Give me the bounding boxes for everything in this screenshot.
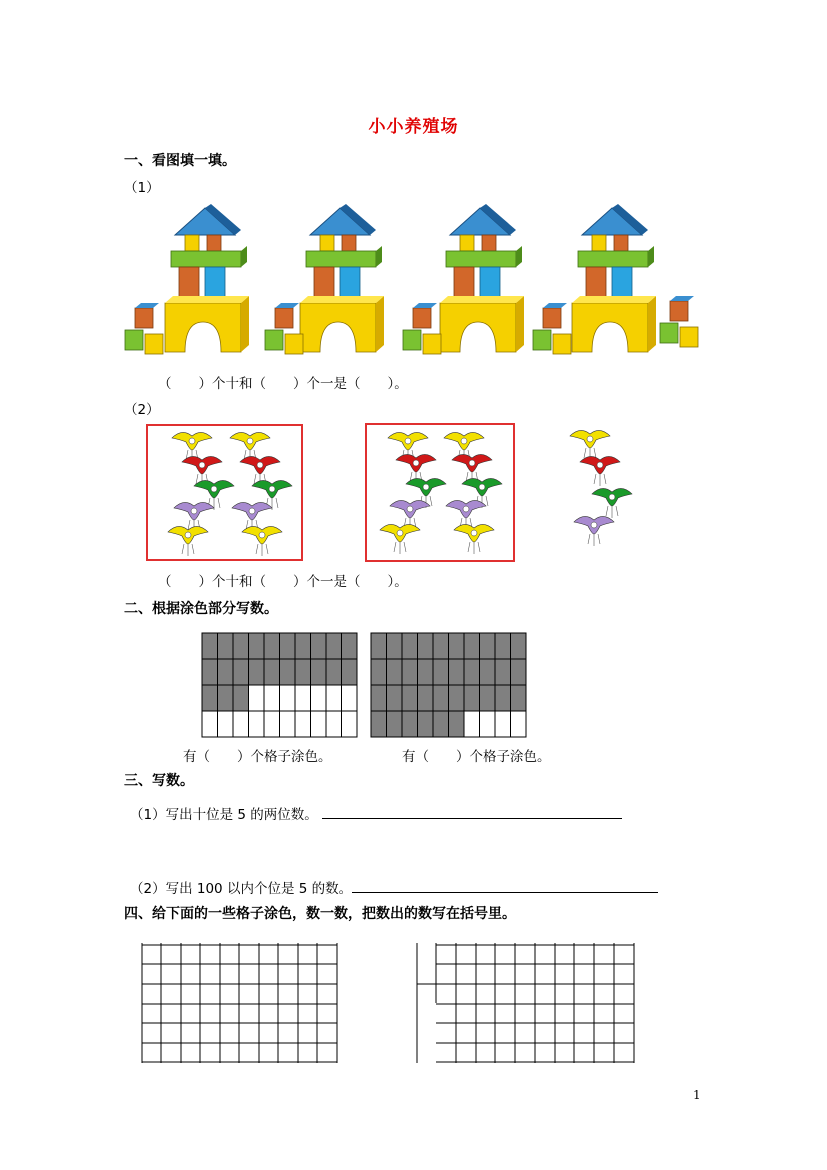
grid-cell <box>218 685 234 711</box>
grid-cell <box>295 711 311 737</box>
page-title: 小小养殖场 <box>368 117 459 137</box>
grid-cell <box>326 633 342 659</box>
grid-cell <box>264 659 280 685</box>
grid-cell <box>202 711 218 737</box>
birds-illustration <box>140 420 640 565</box>
grid-cell <box>495 711 511 737</box>
question-3-2: （2）写出 100 以内个位是 5 的数。 <box>130 881 353 897</box>
grid-cell <box>449 659 465 685</box>
grid-cell <box>280 711 296 737</box>
grid-cell <box>402 711 418 737</box>
section-2-heading: 二、根据涂色部分写数。 <box>124 601 278 617</box>
grid-cell <box>311 659 327 685</box>
grid-cell <box>233 711 249 737</box>
shaded-grid-left <box>202 633 358 737</box>
grid-cell <box>326 685 342 711</box>
grid-cell <box>433 711 449 737</box>
grid-cell <box>495 659 511 685</box>
grid-cell <box>449 711 465 737</box>
grid-cell <box>495 685 511 711</box>
caption-left: 有（ ）个格子涂色。 <box>183 749 332 765</box>
grid-cell <box>295 633 311 659</box>
grid-cell <box>202 659 218 685</box>
grid-cell <box>295 685 311 711</box>
block-castles-illustration <box>120 195 720 360</box>
grid-cell <box>249 685 265 711</box>
grid-cell <box>464 633 480 659</box>
grid-cell <box>218 633 234 659</box>
grid-cell <box>342 659 358 685</box>
grid-cell <box>249 633 265 659</box>
grid-cell <box>218 659 234 685</box>
question-3-1: （1）写出十位是 5 的两位数。 <box>130 807 318 823</box>
grid-cell <box>233 633 249 659</box>
grid-cell <box>449 633 465 659</box>
grid-cell <box>311 685 327 711</box>
grid-cell <box>511 685 527 711</box>
grid-cell <box>264 633 280 659</box>
part-1-label: （1） <box>124 180 160 196</box>
grid-cell <box>342 633 358 659</box>
answer-line-3-1[interactable] <box>322 818 622 819</box>
grid-cell <box>233 659 249 685</box>
grid-cell <box>433 633 449 659</box>
grid-cell <box>371 685 387 711</box>
grid-cell <box>511 633 527 659</box>
grid-cell <box>387 685 403 711</box>
blank-grid-right[interactable] <box>415 943 637 1065</box>
grid-cell <box>449 685 465 711</box>
grid-cell <box>371 659 387 685</box>
grid-cell <box>342 711 358 737</box>
grid-cell <box>418 685 434 711</box>
grid-cell <box>402 633 418 659</box>
grid-cell <box>233 685 249 711</box>
grid-cell <box>311 711 327 737</box>
grid-cell <box>326 711 342 737</box>
grid-cell <box>280 685 296 711</box>
section-3-heading: 三、写数。 <box>124 773 194 789</box>
grid-cell <box>433 685 449 711</box>
section-1-heading: 一、看图填一填。 <box>124 153 236 169</box>
grid-cell <box>480 711 496 737</box>
grid-cell <box>495 633 511 659</box>
part-2-label: （2） <box>124 402 160 418</box>
answer-line-3-2[interactable] <box>352 892 658 893</box>
grid-cell <box>326 659 342 685</box>
caption-right: 有（ ）个格子涂色。 <box>402 749 551 765</box>
grid-cell <box>464 711 480 737</box>
grid-cell <box>480 633 496 659</box>
grid-cell <box>402 659 418 685</box>
page-number: 1 <box>693 1088 701 1102</box>
grid-cell <box>464 659 480 685</box>
grid-cell <box>402 685 418 711</box>
grid-cell <box>311 633 327 659</box>
grid-cell <box>280 659 296 685</box>
grid-cell <box>371 633 387 659</box>
grid-cell <box>295 659 311 685</box>
grid-cell <box>264 711 280 737</box>
grid-cell <box>464 685 480 711</box>
grid-cell <box>418 659 434 685</box>
shaded-grid-right <box>371 633 527 737</box>
grid-cell <box>480 659 496 685</box>
grid-cell <box>202 633 218 659</box>
grid-cell <box>433 659 449 685</box>
part-2-fill-blanks: （ ）个十和（ ）个一是（ ）。 <box>158 574 408 590</box>
grid-cell <box>371 711 387 737</box>
grid-cell <box>202 685 218 711</box>
grid-cell <box>418 711 434 737</box>
grid-cell <box>418 633 434 659</box>
part-1-fill-blanks: （ ）个十和（ ）个一是（ ）。 <box>158 376 408 392</box>
grid-cell <box>387 633 403 659</box>
blank-grid-left[interactable] <box>140 943 340 1065</box>
grid-cell <box>280 633 296 659</box>
grid-cell <box>387 659 403 685</box>
grid-cell <box>249 711 265 737</box>
grid-cell <box>511 711 527 737</box>
grid-cell <box>387 711 403 737</box>
grid-cell <box>342 685 358 711</box>
grid-cell <box>480 685 496 711</box>
grid-cell <box>218 711 234 737</box>
grid-cell <box>249 659 265 685</box>
grid-cell <box>511 659 527 685</box>
section-4-heading: 四、给下面的一些格子涂色，数一数，把数出的数写在括号里。 <box>124 906 516 922</box>
grid-cell <box>264 685 280 711</box>
